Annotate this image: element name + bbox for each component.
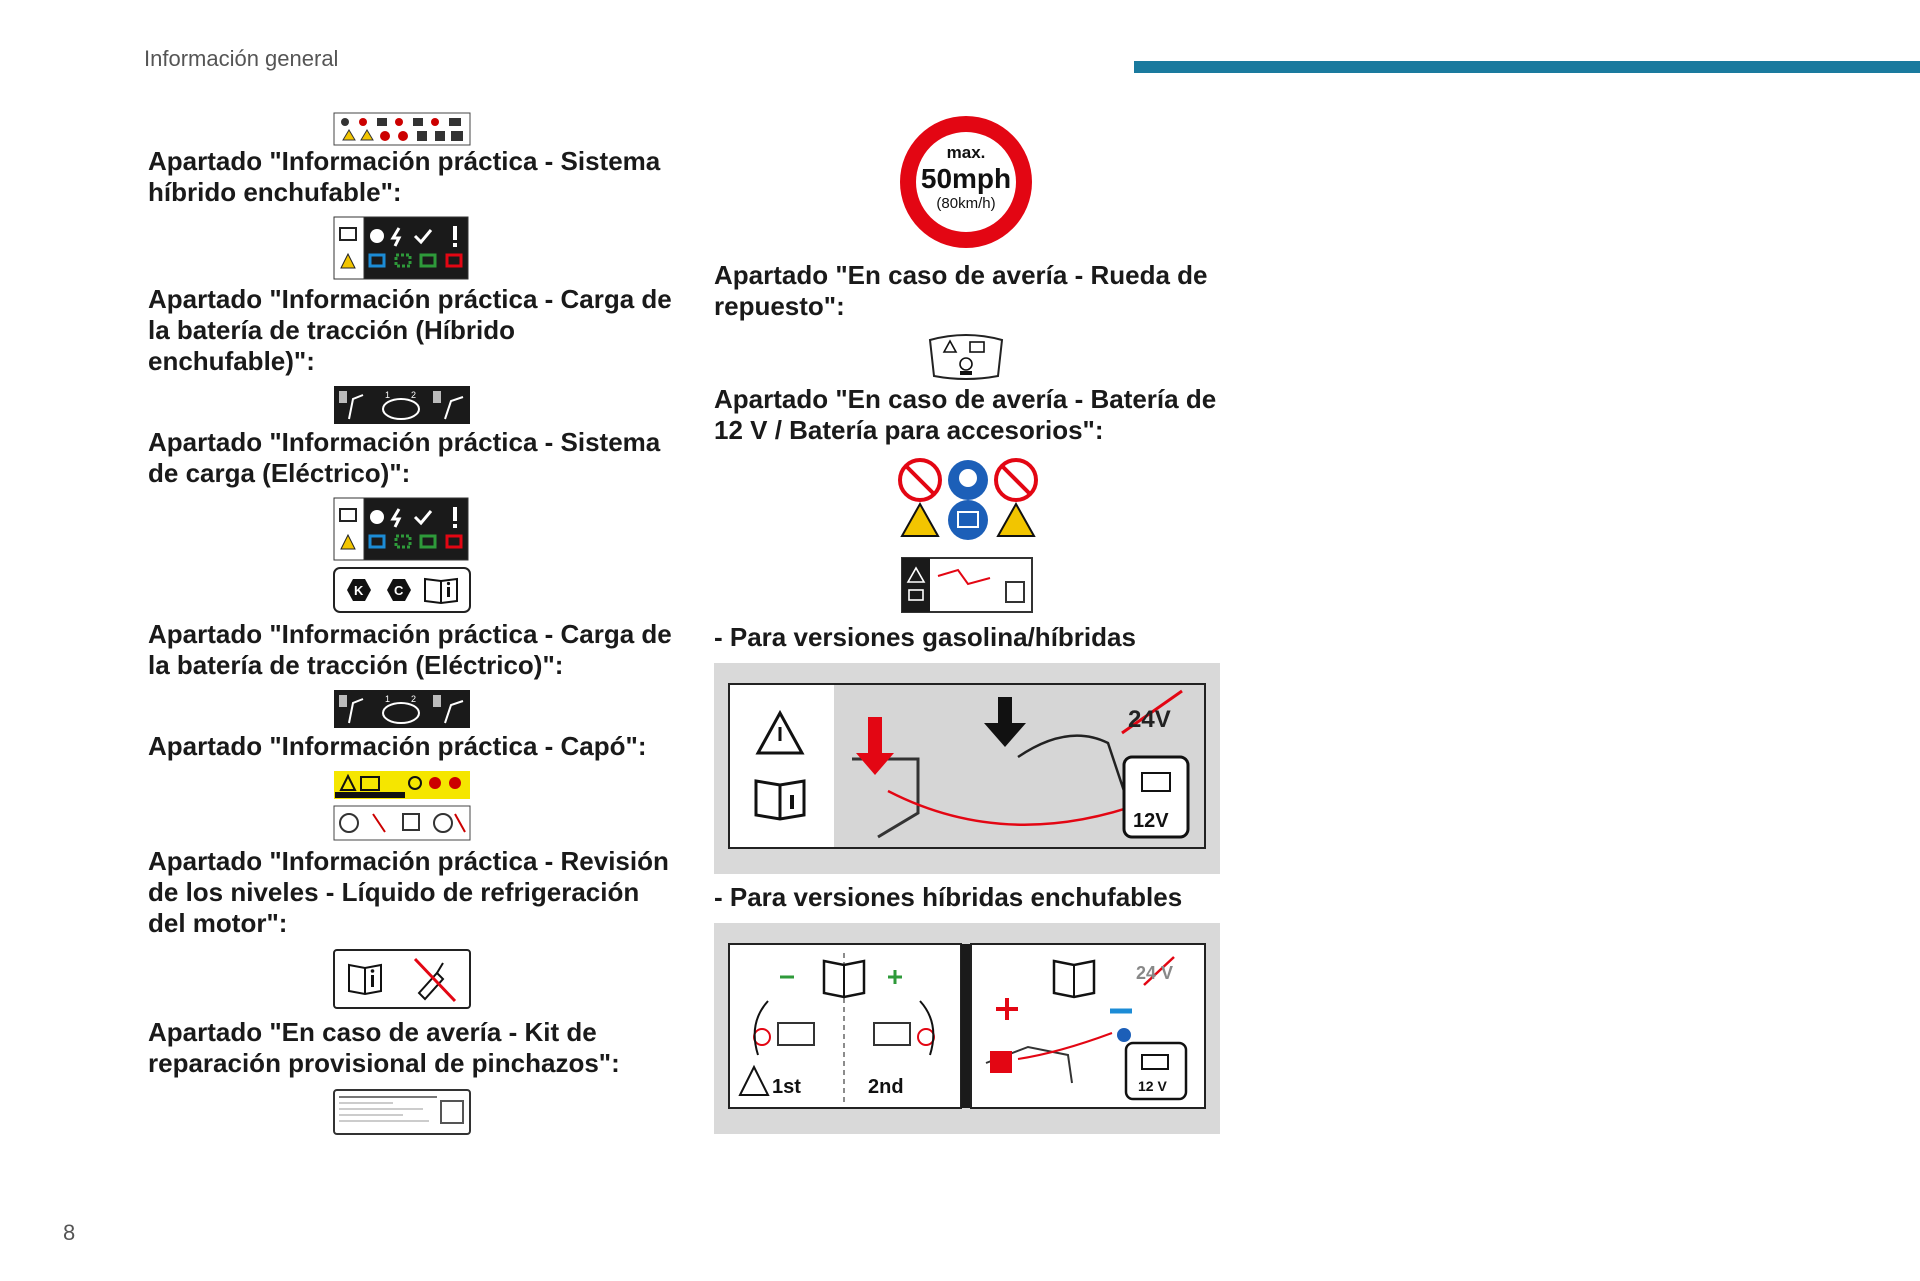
plugin-panel-24v: 24 V (1136, 963, 1174, 983)
stop-start-hood-label-icon (333, 770, 471, 842)
repair-kit-label-icon (333, 1089, 471, 1135)
label-plugin-hybrid: - Para versiones híbridas enchufables (714, 882, 1183, 912)
page-number: 8 (63, 1220, 76, 1245)
connector-kc-manual-icon (333, 567, 471, 613)
page-header-title: Información general (144, 46, 339, 71)
speed-sign-max: max. (946, 143, 986, 162)
header-accent-bar (1134, 61, 1920, 73)
charging-cable-labels-icon (333, 689, 471, 729)
label-plugin-hybrid-system: Apartado "Información práctica - Sistema híbrido enchufable": (148, 146, 661, 207)
svg-text:C: C (394, 583, 404, 598)
label-12v-battery: Apartado "En caso de avería - Batería de 12 V / Batería para accesorios": (714, 384, 1217, 445)
speed-limit-sign-icon (896, 112, 1036, 252)
label-gasoline-hybrid: - Para versiones gasolina/híbridas (714, 622, 1136, 652)
charging-status-indicator-icon (333, 216, 469, 280)
plugin-jumpstart-diagram (728, 943, 1206, 1109)
svg-text:1: 1 (385, 694, 391, 704)
label-repair-kit: Apartado "En caso de avería - Kit de reparación provisional de pinchazos": (148, 1017, 620, 1078)
charging-status-indicator-icon (333, 497, 469, 561)
speed-sign-kmh: (80km/h) (936, 195, 996, 212)
label-traction-battery-plugin: Apartado "Información práctica - Carga de la batería de tracción (Híbrido enchufable)": (148, 284, 672, 376)
label-traction-battery-electric: Apartado "Información práctica - Carga de la batería de tracción (Eléctrico)": (148, 619, 672, 680)
label-charging-system-electric: Apartado "Información práctica - Sistema de carga (Eléctrico)": (148, 427, 661, 488)
coolant-manual-label-icon (333, 949, 471, 1009)
right-column (714, 112, 1220, 1134)
svg-text:2: 2 (411, 390, 417, 400)
plugin-panel-first: 1st (772, 1076, 801, 1098)
svg-text:2: 2 (411, 694, 417, 704)
gasoline-jumpstart-diagram (728, 683, 1206, 849)
label-spare-wheel: Apartado "En caso de avería - Rueda de repuesto": (714, 260, 1208, 321)
battery-safety-pictograms-icon (898, 458, 1038, 616)
plugin-jumpstart-panel (714, 923, 1220, 1134)
warning-labels-strip-icon (333, 112, 471, 146)
gas-panel-24v: 24V (1128, 706, 1171, 733)
svg-text:K: K (354, 583, 364, 598)
plugin-panel-12v: 12 V (1138, 1078, 1167, 1094)
label-coolant-level: Apartado "Información práctica - Revisión de los niveles - Líquido de refrigeración del motor": (148, 846, 669, 938)
warning-manual-off-icon (926, 332, 1006, 380)
svg-text:1: 1 (385, 390, 391, 400)
gasoline-jumpstart-panel (714, 663, 1220, 874)
left-column (148, 112, 678, 1135)
charging-cable-labels-icon (333, 385, 471, 425)
speed-sign-mph: 50mph (920, 163, 1012, 194)
gas-panel-12v: 12V (1133, 810, 1169, 832)
plugin-panel-second: 2nd (868, 1076, 904, 1098)
label-hood: Apartado "Información práctica - Capó": (148, 731, 647, 761)
